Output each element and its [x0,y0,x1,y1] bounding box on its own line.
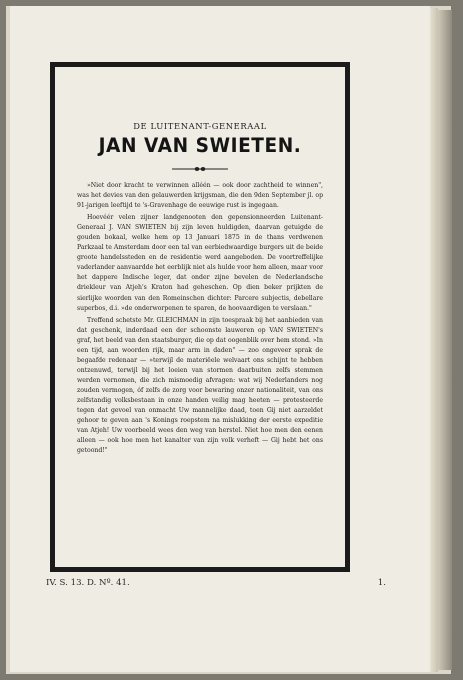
frame-content [63,75,337,559]
document-subtitle: DE LUITENANT-GENERAAL [133,121,267,131]
ornament-divider-icon [170,165,230,173]
black-border-frame [50,62,350,572]
paragraph-3: Treffend schetste Mr. GLEICHMAN in zijn toespraak bij het aanbieden van dat geschenk, inderdaad een der schoonste lauweren op VAN SWIETEN's graf, het beeld van den staatsburger, die op dat oogenblik over hem stond. »In een tijd, aan woorden rijk, maar arm in daden" — zoo ongeveer sprak de begaafde redenaar — »terwijl de materiëele welvaart ons schijnt te hebben ontzenuwd, terwijl bij het loeien van stormen daarbuiten zelfs stemmen werden vernomen, die zich mismoedig afvragen: wat wij Nederlanders nog zouden vermogen, óf zelfs de zorg voor bewaring onzer nationaliteit, van ons zelfstandig volksbestaan in onze handen veilig mag heeten — protesteerde tegen dat gevoel van onmacht Uw mannelijke daad, toen Gij niet aarzeldet gehoor te geven aan 's Konings roepstem na mislukking der eerste expeditie van Atjeh! Uw voorbeeld wees den weg van herstel. Niet hoe men den eenen alleen — ook hoe men het kanalter van zijn volk verheft — Gij hebt het ons getoond!" [77,316,323,455]
page-edge-inner [430,8,438,672]
page-footer [46,578,386,588]
document-title: JAN VAN SWIETEN. [98,134,302,157]
signature-mark: IV. S. 13. D. Nº. 41. [46,578,130,588]
book-page [10,6,430,672]
paragraph-2: Hoevéér velen zijner landgenooten den gepensionneerden Luitenant-Generaal J. VAN SWIETEN bij zijn leven huldigden, daarvan getuigde de gouden bokaal, welke hem op 13 Januari 1875 in de thans verdwenen Parkzaal te Amsterdam door een tal van eerbiedwaardige burgers uit de beide groote handelssteden en de residentie werd aangeboden. De voortreffelijke vaderlander aanvaardde het eerblijk niet als hulde voor hem alleen, maar voor het dappere Indische leger, dat onder zijne bevelen de Nederlandsche driekleur van Atjeh's Kraton had geheschen. Op dien beker prijkten de sierlijke woorden van den Romeinschen dichter: Parcere subjectis, debellare superbos, d.i. »de onderworpenen te sparen, de hoovaardigen te verslaan." [77,214,323,312]
page-edge [438,10,452,670]
page-number: 1. [377,578,386,588]
obituary-text [77,181,323,456]
paragraph-1: »Niet door kracht te verwinnen alléén — ook door zachtheid te winnen", was het devies van den gelauwerden krijgsman, die den 9den September jl. op 91-jarigen leeftijd te 's-Gravenhage de eeuwige rust is ingegaan. [77,182,323,210]
